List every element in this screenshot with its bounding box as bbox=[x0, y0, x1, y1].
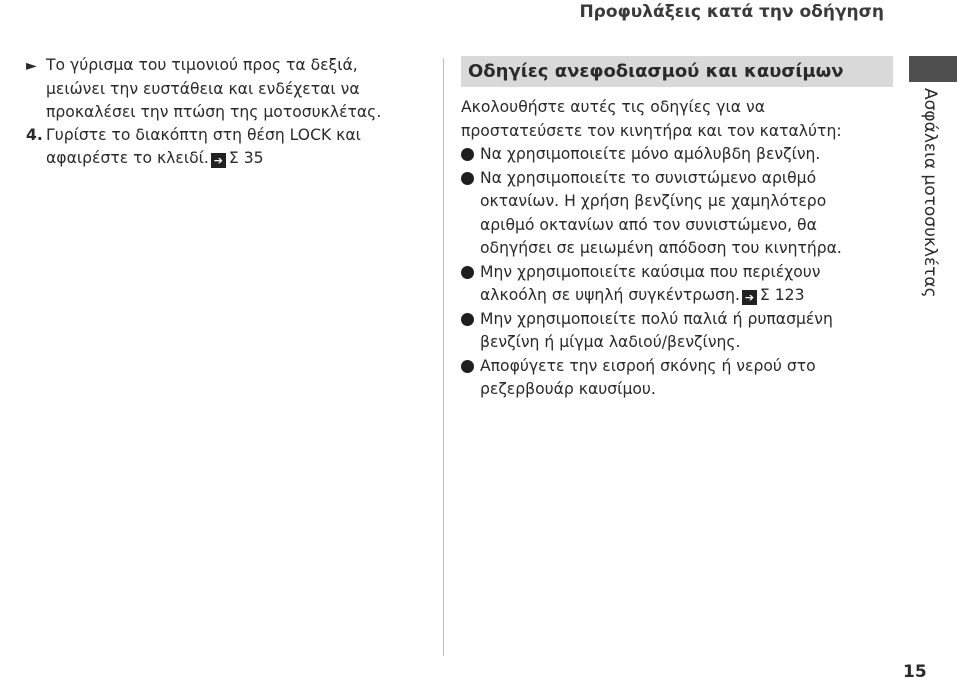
step-4-line-2: αφαιρέστε το κλειδί. bbox=[46, 149, 209, 167]
intro-line: προστατεύσετε τον κινητήρα και τον καταλύτη: bbox=[461, 121, 842, 140]
step-3-line-2: μειώνει την ευστάθεια και ενδέχεται να bbox=[46, 80, 360, 98]
left-column bbox=[26, 54, 426, 170]
reference-arrow-icon: ➔ bbox=[742, 290, 757, 305]
step-4 bbox=[26, 124, 426, 170]
list-item-text: Να χρησιμοποιείτε μόνο αμόλυβδη βενζίνη. bbox=[480, 145, 821, 163]
list-item-text: Μην χρησιμοποιείτε καύσιμα που περιέχουν bbox=[480, 262, 821, 281]
page-reference[interactable]: Σ 35 bbox=[228, 149, 264, 167]
page-number: 15 bbox=[903, 662, 927, 682]
list-item bbox=[461, 167, 893, 261]
list-item bbox=[461, 355, 893, 402]
list-item-text: αριθμό οκτανίων από τον συνιστώμενο, θα bbox=[480, 215, 817, 234]
list-item-text: Να χρησιμοποιείτε το συνιστώμενο αριθμό bbox=[480, 168, 817, 187]
bullet-icon bbox=[461, 360, 474, 373]
list-item-text: Μην χρησιμοποιείτε πολύ παλιά ή ρυπασμένη bbox=[480, 309, 833, 328]
step-3-continuation bbox=[26, 54, 426, 124]
header-title: Προφυλάξεις κατά την οδήγηση bbox=[579, 2, 884, 22]
step-4-number: 4. bbox=[26, 126, 43, 144]
list-item-text: ρεζερβουάρ καυσίμου. bbox=[480, 380, 656, 398]
chapter-tab-label[interactable]: Ασφάλεια μοτοσυκλέτας bbox=[920, 88, 940, 298]
right-column bbox=[461, 56, 893, 402]
list-item-text: Αποφύγετε την εισροή σκόνης ή νερού στο bbox=[480, 356, 816, 375]
reference-arrow-icon: ➔ bbox=[211, 153, 226, 168]
step-3-line-3: προκαλέσει την πτώση της μοτοσυκλέτας. bbox=[46, 103, 382, 121]
list-item-text: βενζίνη ή μίγμα λαδιού/βενζίνης. bbox=[480, 333, 741, 351]
bullet-icon bbox=[461, 148, 474, 161]
step-4-line-1: Γυρίστε το διακόπτη στη θέση LOCK και bbox=[46, 126, 361, 144]
play-triangle-icon: ► bbox=[26, 58, 37, 74]
bullet-icon bbox=[461, 172, 474, 185]
intro-line: Ακολουθήστε αυτές τις οδηγίες για να bbox=[461, 98, 766, 116]
list-item-text: αλκοόλη σε υψηλή συγκέντρωση. bbox=[480, 286, 740, 304]
list-item bbox=[461, 308, 893, 355]
bullet-icon bbox=[461, 266, 474, 279]
chapter-tab-marker bbox=[909, 56, 957, 82]
list-item-text: οκτανίων. Η χρήση βενζίνης με χαμηλότερο bbox=[480, 192, 827, 210]
list-item bbox=[461, 261, 893, 308]
column-divider bbox=[443, 58, 444, 656]
list-item-text: οδηγήσει σε μειωμένη απόδοση του κινητήρα. bbox=[480, 239, 842, 257]
step-3-line-1: Το γύρισμα του τιμονιού προς τα δεξιά, bbox=[46, 56, 358, 74]
intro-text bbox=[461, 96, 893, 143]
bullet-icon bbox=[461, 313, 474, 326]
page-reference[interactable]: Σ 123 bbox=[759, 286, 805, 304]
section-title: Οδηγίες ανεφοδιασμού και καυσίμων bbox=[461, 56, 893, 87]
list-item bbox=[461, 143, 893, 167]
